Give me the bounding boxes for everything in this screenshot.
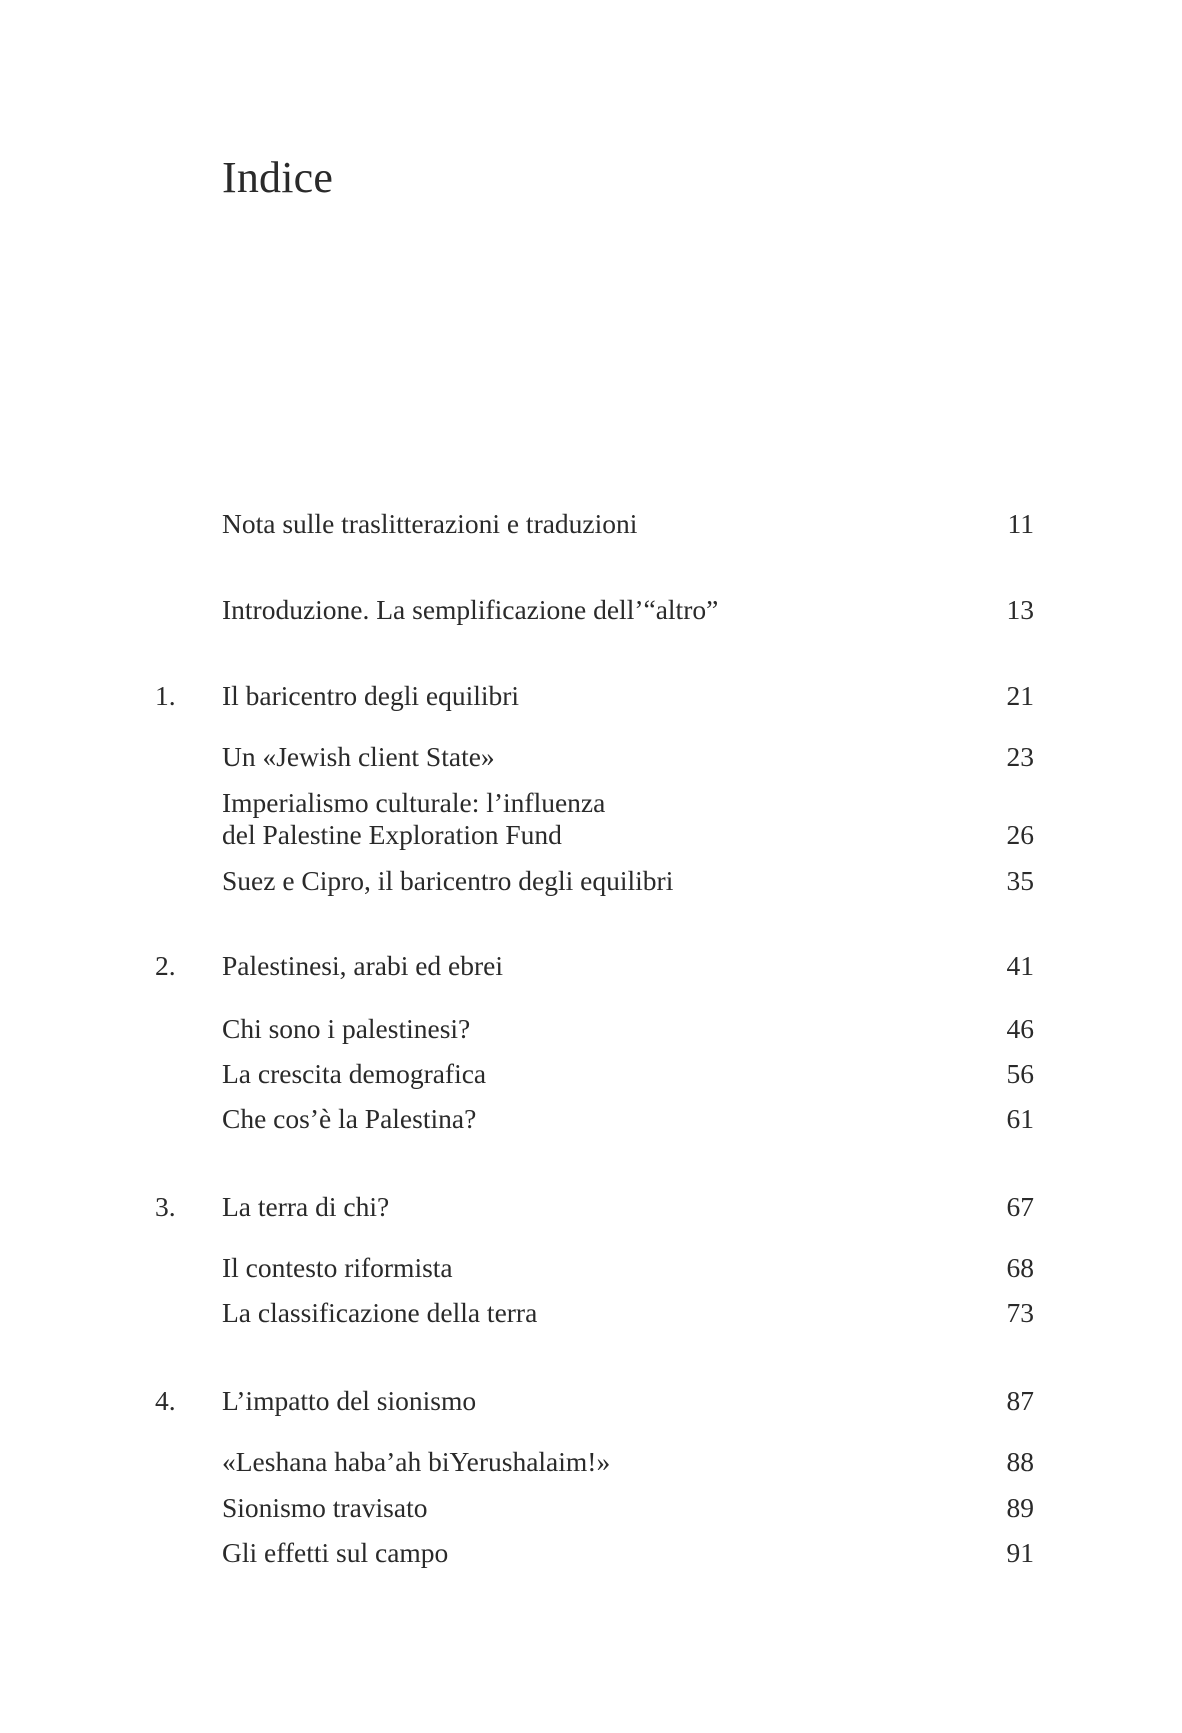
toc-section-label: Sionismo travisato bbox=[222, 1492, 428, 1523]
toc-section-page: 61 bbox=[1006, 1103, 1034, 1134]
toc-entry-label: Nota sulle traslitterazioni e traduzioni bbox=[222, 508, 638, 539]
toc-chapter-page: 41 bbox=[1006, 950, 1034, 981]
toc-section-page: 89 bbox=[1006, 1492, 1034, 1523]
toc-section-page: 91 bbox=[1006, 1537, 1034, 1568]
toc-section-label: Imperialismo culturale: l’influenza bbox=[222, 787, 606, 818]
toc-chapter-number: 2. bbox=[155, 950, 176, 981]
toc-chapter-label: Palestinesi, arabi ed ebrei bbox=[222, 950, 504, 981]
toc-section-page: 23 bbox=[1006, 741, 1034, 772]
toc-section-label: «Leshana haba’ah biYerushalaim!» bbox=[222, 1446, 611, 1477]
toc-chapter-page: 21 bbox=[1006, 680, 1034, 711]
toc-section-label: del Palestine Exploration Fund bbox=[222, 819, 562, 850]
toc-section-label: Il contesto riformista bbox=[222, 1252, 453, 1283]
toc-section-label: Gli effetti sul campo bbox=[222, 1537, 449, 1568]
toc-section-page: 73 bbox=[1006, 1297, 1034, 1328]
toc-section-page: 35 bbox=[1006, 865, 1034, 896]
toc-section-label: Suez e Cipro, il baricentro degli equilibri bbox=[222, 865, 674, 896]
toc-chapter-number: 1. bbox=[155, 680, 176, 711]
toc-chapter-label: L’impatto del sionismo bbox=[222, 1385, 477, 1416]
toc-section-label: Che cos’è la Palestina? bbox=[222, 1103, 477, 1134]
page-title: Indice bbox=[222, 153, 334, 202]
toc-chapter-label: La terra di chi? bbox=[222, 1191, 390, 1222]
toc-section-label: La crescita demografica bbox=[222, 1058, 487, 1089]
toc-chapter-label: Il baricentro degli equilibri bbox=[222, 680, 520, 711]
toc-chapter-page: 67 bbox=[1006, 1191, 1034, 1222]
toc-section-label: Chi sono i palestinesi? bbox=[222, 1013, 471, 1044]
toc-section-page: 88 bbox=[1006, 1446, 1034, 1477]
toc-entry-label: Introduzione. La semplificazione dell’“altro” bbox=[222, 594, 719, 625]
toc-section-page: 26 bbox=[1006, 819, 1034, 850]
toc-entry-page: 13 bbox=[1006, 594, 1034, 625]
toc-chapter-number: 4. bbox=[155, 1385, 176, 1416]
toc-entry-page: 11 bbox=[1007, 508, 1034, 539]
toc-section-label: Un «Jewish client State» bbox=[222, 741, 495, 772]
toc-chapter-number: 3. bbox=[155, 1191, 176, 1222]
toc-section-page: 68 bbox=[1006, 1252, 1034, 1283]
toc-section-label: La classificazione della terra bbox=[222, 1297, 538, 1328]
toc-chapter-page: 87 bbox=[1006, 1385, 1034, 1416]
toc-section-page: 46 bbox=[1006, 1013, 1034, 1044]
toc-section-page: 56 bbox=[1006, 1058, 1034, 1089]
